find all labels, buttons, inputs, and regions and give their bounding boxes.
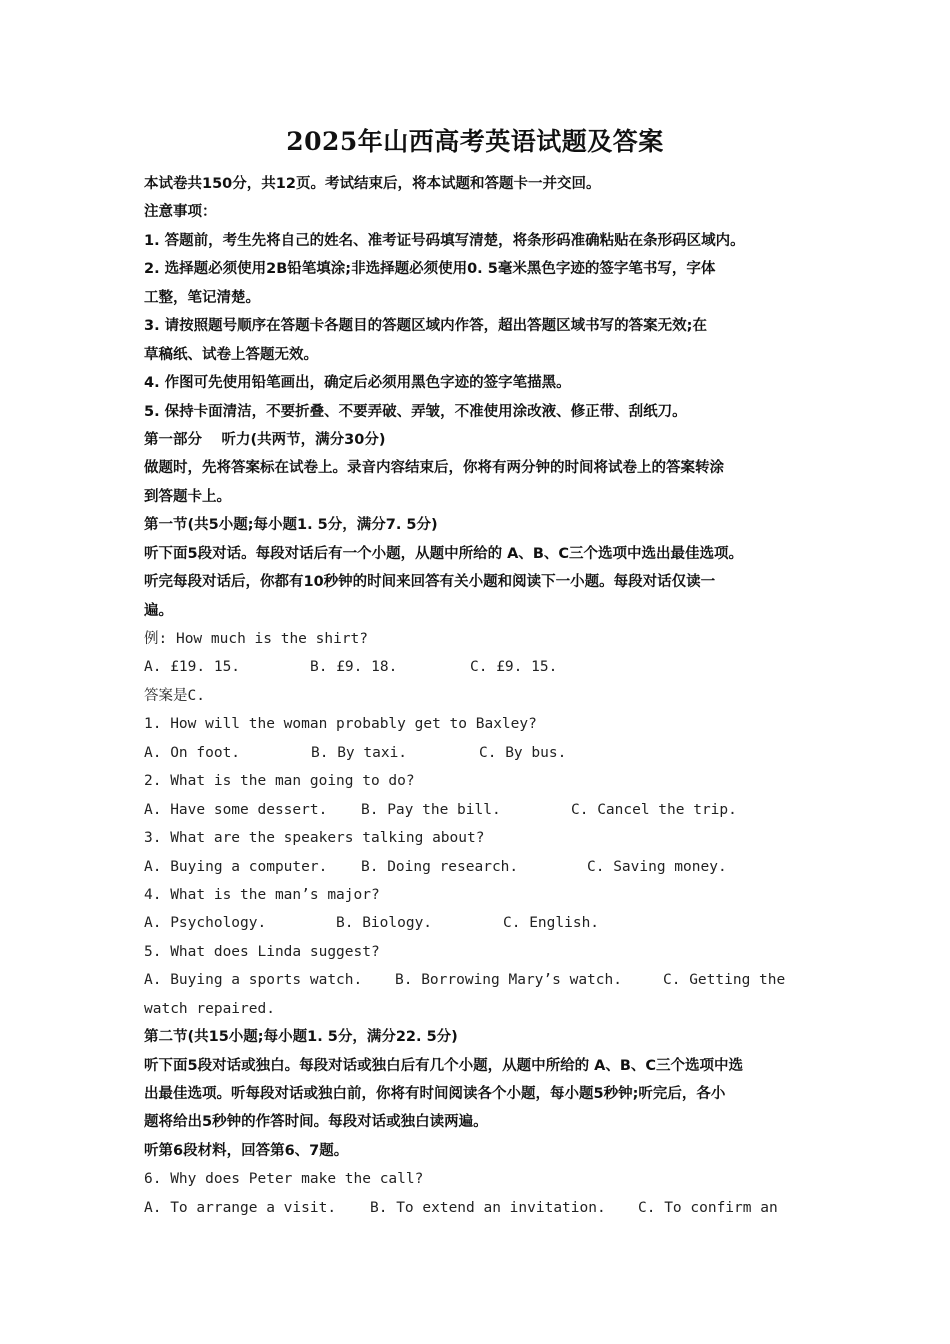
part1-instruction: 到答题卡上。 bbox=[144, 488, 231, 505]
option-a: A. Buying a computer. bbox=[144, 858, 328, 875]
option-a: A. Buying a sports watch. bbox=[144, 972, 363, 989]
section1-instruction: 听完每段对话后，你都有10秒钟的时间来回答有关小题和阅读下一小题。每段对话仅读一 bbox=[144, 574, 716, 591]
question-1: 1. How will the woman probably get to Baxley? bbox=[144, 716, 537, 733]
option-a: A. Psychology. bbox=[144, 915, 267, 932]
question-1-options bbox=[144, 739, 816, 767]
option-a: A. Have some dessert. bbox=[144, 801, 328, 818]
example-options bbox=[144, 653, 816, 681]
option-b: B. Doing research. bbox=[361, 858, 519, 875]
option-c: C. English. bbox=[503, 915, 600, 932]
option-c: C. Cancel the trip. bbox=[571, 801, 737, 818]
section1-heading: 第一节(共5小题;每小题1. 5分，满分7. 5分) bbox=[144, 517, 438, 534]
option-c: C. To confirm an bbox=[638, 1199, 778, 1216]
question-4-options bbox=[144, 909, 816, 937]
option-b: B. Biology. bbox=[336, 915, 433, 932]
part1-heading: 第一部分 听力(共两节，满分30分) bbox=[144, 431, 386, 448]
question-5-option-continuation: watch repaired. bbox=[144, 1000, 275, 1017]
option-c: C. £9. 15. bbox=[470, 659, 558, 676]
question-3: 3. What are the speakers talking about? bbox=[144, 830, 485, 847]
option-c: C. Saving money. bbox=[587, 858, 727, 875]
example-answer: 答案是C. bbox=[144, 687, 205, 704]
option-c: C. Getting the bbox=[663, 972, 786, 989]
option-b: B. £9. 18. bbox=[310, 659, 398, 676]
question-4: 4. What is the man’s major? bbox=[144, 886, 380, 903]
example-question: 例: How much is the shirt? bbox=[144, 631, 369, 647]
option-c: C. By bus. bbox=[479, 744, 567, 761]
question-2-options bbox=[144, 796, 816, 824]
document-body bbox=[144, 170, 816, 1222]
notice-line: 4. 作图可先使用铅笔画出，确定后必须用黑色字迹的签字笔描黑。 bbox=[144, 375, 571, 392]
option-a: A. To arrange a visit. bbox=[144, 1199, 337, 1216]
question-6: 6. Why does Peter make the call? bbox=[144, 1171, 424, 1188]
section1-instruction: 遍。 bbox=[144, 602, 173, 619]
notice-line: 草稿纸、试卷上答题无效。 bbox=[144, 346, 318, 363]
notice-line: 工整，笔记清楚。 bbox=[144, 289, 260, 306]
question-2: 2. What is the man going to do? bbox=[144, 773, 415, 790]
option-b: B. Borrowing Mary’s watch. bbox=[395, 972, 622, 989]
notice-line: 5. 保持卡面清洁，不要折叠、不要弄破、弄皱，不准使用涂改液、修正带、刮纸刀。 bbox=[144, 403, 687, 420]
notice-line: 3. 请按照题号顺序在答题卡各题目的答题区域内作答，超出答题区域书写的答案无效;在 bbox=[144, 318, 707, 335]
question-5-options bbox=[144, 966, 816, 994]
section1-instruction: 听下面5段对话。每段对话后有一个小题，从题中所给的 A、B、C三个选项中选出最佳选项。 bbox=[144, 545, 744, 562]
intro-text: 本试卷共150分，共12页。考试结束后，将本试题和答题卡一并交回。 bbox=[144, 176, 601, 192]
option-b: B. Pay the bill. bbox=[361, 801, 501, 818]
notice-line: 2. 选择题必须使用2B铅笔填涂;非选择题必须使用0. 5毫米黑色字迹的签字笔书写，字体 bbox=[144, 261, 716, 278]
option-a: A. £19. 15. bbox=[144, 659, 241, 676]
option-b: B. To extend an invitation. bbox=[370, 1199, 606, 1216]
section2-instruction: 出最佳选项。听每段对话或独白前，你将有时间阅读各个小题，每小题5秒钟;听完后，各小 bbox=[144, 1086, 726, 1102]
option-b: B. By taxi. bbox=[311, 744, 408, 761]
part1-instruction: 做题时，先将答案标在试卷上。录音内容结束后，你将有两分钟的时间将试卷上的答案转涂 bbox=[144, 460, 724, 477]
page-title: 2025年山西高考英语试题及答案 bbox=[286, 127, 664, 156]
option-a: A. On foot. bbox=[144, 744, 241, 761]
section2-instruction: 题将给出5秒钟的作答时间。每段对话或独白读两遍。 bbox=[144, 1114, 488, 1131]
question-5: 5. What does Linda suggest? bbox=[144, 943, 380, 960]
section2-instruction: 听下面5段对话或独白。每段对话或独白后有几个小题，从题中所给的 A、B、C三个选项中选 bbox=[144, 1057, 744, 1074]
material-6-heading: 听第6段材料，回答第6、7题。 bbox=[144, 1142, 349, 1159]
question-6-options bbox=[144, 1194, 816, 1222]
notice-line: 1. 答题前，考生先将自己的姓名、准考证号码填写清楚，将条形码准确粘贴在条形码区域内。 bbox=[144, 232, 745, 249]
question-3-options bbox=[144, 853, 816, 881]
section2-heading: 第二节(共15小题;每小题1. 5分，满分22. 5分) bbox=[144, 1029, 458, 1046]
notice-heading: 注意事项： bbox=[144, 204, 217, 221]
